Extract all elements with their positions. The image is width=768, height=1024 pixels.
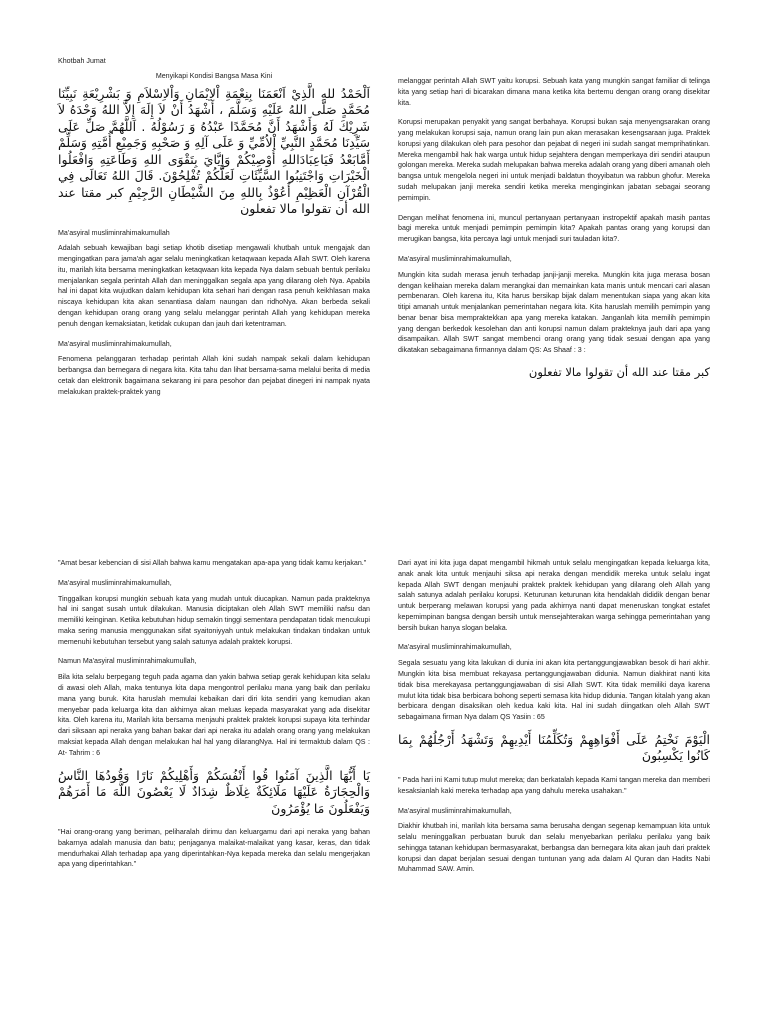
paragraph: Dari ayat ini kita juga dapat mengambil hikmah untuk selalu mengingatkan kepada keluarga kita, anak anak kita untuk menjauhi siksa api neraka dengan mendidik mereka untuk selalu ingat kepada Allah SWT dengan menjauhi praktek praktek kehidupan yang dilarang oleh Allah yang salah satunya adalah perilaku korupsi. Keturunan keturunan kita hendaklah dididik dengan benar untuk berperang melawan korupsi yang pada akhirnya nanti dapat meneruskan tongkat estafet kepemimpinan bangsa dengan bersih untuk mensejahterakan warga sehingga pemerintahan yang bersih bukan hanya slogan belaka. (398, 559, 710, 632)
salutation: Ma'asyiral musliminrahimakumullah, (58, 339, 172, 348)
paragraph: Bila kita selalu berpegang teguh pada agama dan yakin bahwa setiap gerak kehidupan kita selalu di awasi oleh Allah, maka tentunya kita dapa mengontrol perilaku mana yang baik dan perilaku mana yang buruk. Kita haruslah memulai kebaikan dari diri kita sendiri yang kemudian akan menyebar pada keluarga kita dan akhirnya akan meluas kepada masyarakat yang ada disekitar kita. Oleh karena itu, Marilah kita bersama menjauhi praktek praktek korupsi supaya kita terhindar dari siksaan api neraka yang bahan bakar dari api neraka itu adalah orang orang yang melakukan maksiat kepada Allah dengan melakukan hal hal yang dilarangNya. Hal ini termaktub dalam QS : At- Tahrim : 6 (58, 673, 370, 757)
arabic-verse-as-shaaf: كبر مقتا عند الله أن تقولوا مالا تفعلون (528, 364, 710, 379)
salutation: Namun Ma'asyiral musliminrahimakumullah, (58, 657, 197, 666)
verse-translation: "Hai orang-orang yang beriman, peliharalah dirimu dan keluargamu dari api neraka yang bahan bakarnya adalah manusia dan batu; penjaganya malaikat-malaikat yang kasar, keras, dan tidak mendurhakai Allah terhadap apa yang diperintahkan-Nya kepada mereka dan selalu mengerjakan apa yang diperintahkan." (58, 828, 370, 869)
salutation: Ma'asyiral musliminrahimakumullah, (398, 806, 512, 815)
arabic-opening: اَلْحَمْدُ للهِ الَّذِيْ اَنْعَمَنَا بِنِعْمَةِ اْلاِيْمَانِ وَاْلاِسْلاَمِ وَ بَشْرِيْعَةِ نَبِيِّنَا مُحَمَّدٍ صَلَّى اللهُ عَلَيْهِ وَسَلَّمَ ، أَشْهَدُ أَنْ لاَ إِلَهَ إِلاَّ اللهُ وَحْدَهُ لاَ شَرِيْكَ لَهُ وَأَشْهَدُ أَنَّ مُحَمَّدًا عَبْدُهُ وَ رَسُوْلُهُ . اَللَّهُمَّ صَلِّ عَلَى سَيِّدِنَا مُحَمَّدٍ النَّبِيِّ اْلاُمِّيِّ وَ عَلَى آلِهِ وَ صَحْبِهِ وَجَمِيْعِ أُمَّتِهِ وَسَلِّمْ أَمَّابَعْدُ فَيَاعِبَادَاللهِ أُوْصِيْكُمْ وَإِيَّايَ بِتَقْوَى اللهِ وَطَاعَتِهِ وَافْعَلُوا الْخَيْرَاتِ وَاجْتَنِبُوا السَّيِّئَاتِ لَعَلَّكُمْ تُفْلِحُوْنَ. قَالَ اللهُ تَعَالَى فِي الْقُرْآنِ الْعَظِيْمِ أَعُوْذُ بِاللهِ مِنَ الشَّيْطَانِ الرَّجِيْمِ كبر مقتا عند الله أن تقولوا مالا تفعلون (58, 85, 370, 217)
paragraph: Fenomena pelanggaran terhadap perintah Allah kini sudah nampak sekali dalam kehidupan berbangsa dan bernegara di negara kita. Kita tahu dan lihat bersama-sama melalui berita di media cetak dan elektronik bagaimana sekarang ini para pesohor dan pejabat dinegeri ini nampak nyata melakukan praktek-praktek yang (58, 355, 370, 396)
arabic-verse-yasiin: الْيَوْمَ نَخْتِمُ عَلَى أَفْوَاهِهِمْ وَتُكَلِّمُنَا أَيْدِيهِمْ وَتَشْهَدُ أَرْجُلُهُمْ بِمَا كَانُوا يَكْسِبُونَ (398, 731, 710, 764)
paragraph: Diakhir khutbah ini, marilah kita bersama sama berusaha dengan segenap kemampuan kita untuk selalu meninggalkan perbuatan buruk dan selalu menyebarkan perilaku perilaku yang baik sehingga tatanan kehidupan bermasyarakat, berbangsa dan bernegara kita akan jauh dari praktek korupsi dan dapat berjalan sesuai dengan tuntunan yang ada dalam Al Quran dan Hadits Nabi Muhammad SAW. Amin. (398, 822, 710, 874)
paragraph: Mungkin kita sudah merasa jenuh terhadap janji-janji mereka. Mungkin kita juga merasa bosan dengan kelihaian mereka dalam merangkai dan memainkan kata manis untuk mencari cari alasan pembenaran. Oleh karena itu, Kita harus bersikap bijak dalam menentukan siapa yang akan kita titipi amanah untuk menjalankan pemerintahan negara kita. Kita haruslah memilih pemimpin yang benar benar bisa mempraktekkan apa yang mereka katakan. Janganlah kita memilih pemimpin yang dengan berkedok kesolehan dan anti korupsi namun dalam prakteknya jauh dari apa yang disampaikan. Allah SWT sangat membenci orang orang yang tidak sesuai dengan apa yang dikatakan sebagaimana firmannya dalam QS: As Shaaf : 3 : (398, 270, 710, 355)
page-top-left-column (58, 56, 370, 407)
salutation: Ma'asyiral musliminrahimakumullah (58, 228, 170, 237)
page-bottom-left-column (58, 558, 370, 879)
arabic-verse-at-tahrim: يَا أَيُّهَا الَّذِينَ آمَنُوا قُوا أَنْفُسَكُمْ وَأَهْلِيكُمْ نَارًا وَقُودُهَا النَّاسُ وَالْحِجَارَةُ عَلَيْهَا مَلَائِكَةٌ غِلَاظٌ شِدَادٌ لَا يَعْصُونَ اللَّهَ مَا أَمَرَهُمْ وَيَفْعَلُونَ مَا يُؤْمَرُونَ (58, 767, 370, 816)
doc-title: Menyikapi Kondisi Bangsa Masa Kini (155, 71, 273, 80)
paragraph: melanggar perintah Allah SWT yaitu korupsi. Sebuah kata yang mungkin sangat familiar di telinga kita yang setiap hari di bicarakan dimana mana ketika kita bertemu dengan orang orang disekitar kita. (398, 77, 710, 107)
verse-translation: "Amat besar kebencian di sisi Allah bahwa kamu mengatakan apa-apa yang tidak kamu kerjakan." (58, 559, 367, 567)
doc-label: Khotbah Jumat (58, 57, 106, 65)
page-bottom-right-column (398, 558, 710, 884)
paragraph: Adalah sebuah kewajiban bagi setiap khotib disetiap mengawali khutbah untuk mengajak dan mengingatkan para jama'ah agar selalu meningkatkan ketaqwaan kepada Allah SWT. Oleh karena itu, marilah kita bersama meningkatkan ketaqwaan kita kepada Nya dalam sebuah bentuk perilaku menjalankan segala perintah Allah dan meninggalkan segala apa yang dilarang oleh Nya. Apabila hal ini dapat kita wujudkan dalam kehidupan kita sehari hari dengan rasa penuh keikhlasan maka niscaya kehidupan kita akan senantiasa dalam naungan dan ridhoNya. Akan berbeda sekali dengan kehidupan orang orang yang selalu melanggar perintah Allah yang kehidupan mereka penuh dengan kemaksiatan, ketidak cukupan dan jauh dari ketentraman. (58, 244, 370, 328)
page-bottom (0, 512, 768, 1024)
paragraph: Korupsi merupakan penyakit yang sangat berbahaya. Korupsi bukan saja menyengsarakan orang yang melakukan korupsi saja, namun orang lain pun akan merasakan kesengsaraan juga. Praktek korupsi yang dilakukan oleh para pesohor dan pejabat di negeri ini sudah sangat memprihatinkan. Mereka mengambil hak hak warga untuk hidup sejahtera dengan memperkaya diri sendiri ataupun golongan mereka. Mereka sudah melupakan bahwa mereka adalah orang yang diberi amanah oleh bangsa untuk mengelola negeri ini untuk menjadi baldatun thoyyibatun wa rabbun ghofur. Mereka sudah melupakan janji mereka sendiri ketika mereka menginginkan jabatan sebagai seorang pemimpin. (398, 118, 710, 202)
page-top-right-column (398, 76, 710, 390)
salutation: Ma'asyiral musliminrahimakumullah, (398, 254, 512, 263)
paragraph: Tinggalkan korupsi mungkin sebuah kata yang mudah untuk diucapkan. Namun pada prakteknya hal ini sangat susah untuk dilakukan. Manusia diciptakan oleh Allah SWT memiliki nafsu dan memiliki keinginan. Ketika kebutuhan hidup semakin tinggi sementara pendapatan tidak mencukupi maka sering manusia menggunakan sifat syaitoniyyah untuk melakukan tindakan tindakan untuk memenuhi kebutuhan tersebut yang salah satunya adalah praktek korupsi. (58, 594, 370, 646)
paragraph: Dengan melihat fenomena ini, muncul pertanyaan pertanyaan instropektif apakah masih pantas bagi mereka untuk menjadi pemimpin pemimpin kita? Apakah pantas orang yang korupsi dan merugikan bangsa, kita percaya lagi untuk menjadi suri tauladan kita?. (398, 213, 710, 244)
verse-translation: " Pada hari ini Kami tutup mulut mereka; dan berkatalah kepada Kami tangan mereka dan memberi kesaksianlah kaki mereka terhadap apa yang dahulu mereka usahakan." (398, 775, 710, 795)
salutation: Ma'asyiral musliminrahimakumullah, (58, 578, 172, 587)
paragraph: Segala sesuatu yang kita lakukan di dunia ini akan kita pertanggungjawabkan besok di hari akhir. Mungkin kita bisa membuat rekayasa pertanggungjawaban didunia. Namun diakhirat nanti kita tidak bisa merekayasa pertanggungjawaban di sisi Allah SWT. Kita tidak memiliki daya karena mulut kita tidak bisa berbicara bohong seperti semasa kita hidup didunia. Tangan kitalah yang akan berbicara dengan disaksikan oleh kedua kaki kita. Hal ini sudah diingatkan oleh Allah SWT sebagaimana firman Nya dalam QS Yasiin : 65 (398, 659, 710, 722)
salutation: Ma'asyiral musliminrahimakumullah, (398, 643, 512, 652)
